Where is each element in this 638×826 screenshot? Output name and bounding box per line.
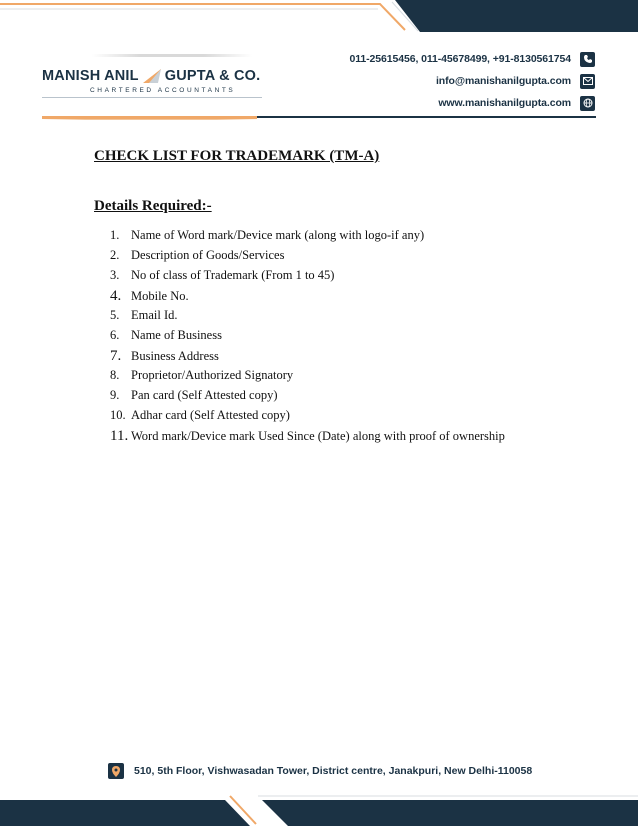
footer-address [108,763,532,779]
list-item-text: Name of Business [131,328,222,342]
checklist [110,228,505,448]
list-item-number: 3. [110,268,120,282]
list-item-text: Name of Word mark/Device mark (along with logo-if any) [131,228,425,242]
list-item [110,348,505,368]
logo-wordmark [42,66,260,86]
list-item-number: 7. [110,348,122,364]
list-item [110,328,505,348]
globe-icon [580,96,595,111]
list-item [110,288,505,308]
list-item-number: 8. [110,368,120,382]
list-item-number: 2. [110,248,120,262]
list-item [110,248,505,268]
list-item-text: Mobile No. [131,289,189,303]
list-item-text: Business Address [131,349,219,363]
phone-icon [580,52,595,67]
list-item-number: 11. [110,428,129,444]
list-item [110,308,505,328]
list-item-text: Word mark/Device mark Used Since (Date) along with proof of ownership [131,429,505,443]
footer-band [0,794,638,826]
list-item-number: 9. [110,388,120,402]
location-pin-icon [108,763,124,779]
list-item-text: Description of Goods/Services [131,248,285,262]
logo-mark-icon [141,67,163,85]
list-item [110,408,505,428]
company-logo [42,54,274,120]
list-item [110,428,505,448]
list-item [110,368,505,388]
header-band [0,0,638,32]
logo-name-part1: MANISH ANIL [42,68,139,84]
contact-email-row [350,70,595,92]
list-item [110,228,505,248]
logo-name-part2: GUPTA & CO. [164,68,261,84]
email-link[interactable]: info@manishanilgupta.com [435,75,571,87]
list-item-text: No of class of Trademark (From 1 to 45) [131,268,335,282]
list-item-number: 4. [110,288,122,304]
logo-top-bar [92,54,252,57]
contact-phone-row [350,48,595,70]
logo-divider [42,97,262,98]
list-item-number: 6. [110,328,120,342]
website-link[interactable]: www.manishanilgupta.com [438,97,571,109]
list-item [110,268,505,288]
list-item-text: Adhar card (Self Attested copy) [131,408,290,422]
list-item-number: 1. [110,228,120,242]
contact-block [350,48,595,114]
address-text: 510, 5th Floor, Vishwasadan Tower, District centre, Janakpuri, New Delhi-110058 [134,765,533,777]
list-item [110,388,505,408]
page-title: CHECK LIST FOR TRADEMARK (TM-A) [94,148,380,164]
list-item-number: 5. [110,308,120,322]
section-heading: Details Required:- [94,198,212,214]
contact-website-row [350,92,595,114]
logo-tagline: CHARTERED ACCOUNTANTS [90,87,236,94]
list-item-text: Pan card (Self Attested copy) [131,388,278,402]
phone-numbers[interactable]: 011-25615456, 011-45678499, +91-8130561754 [349,53,571,65]
list-item-text: Email Id. [131,308,178,322]
list-item-text: Proprietor/Authorized Signatory [131,368,294,382]
mail-icon [580,74,595,89]
list-item-number: 10. [110,408,126,422]
header-divider-accent [42,116,257,119]
